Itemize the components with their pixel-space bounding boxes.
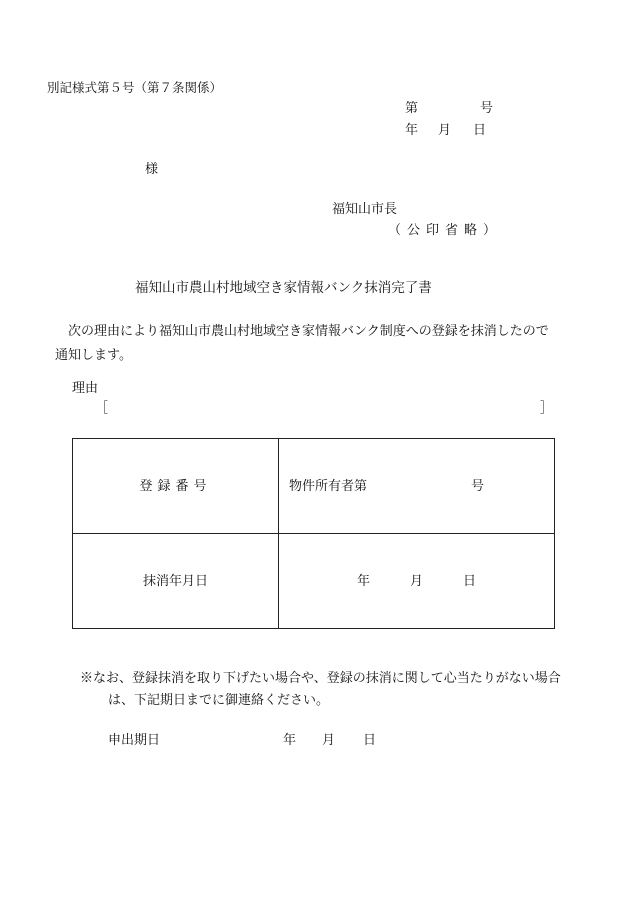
table-row-registration-number bbox=[73, 439, 555, 534]
body-paragraph: 次の理由により福知山市農山村地域空き家情報バンク制度への登録を抹消したので通知します。 bbox=[55, 324, 549, 363]
cancellation-date-header: 抹消年月日 bbox=[73, 534, 279, 629]
table-row-cancellation-date bbox=[73, 534, 555, 629]
info-table bbox=[72, 438, 555, 629]
addressee-suffix: 様 bbox=[145, 162, 159, 177]
issue-date bbox=[405, 124, 486, 137]
deadline-month: 月 bbox=[322, 733, 336, 748]
doc-number-prefix: 第 bbox=[405, 101, 419, 116]
reason-bracket-open: ［ bbox=[95, 401, 109, 416]
cancellation-date-value bbox=[279, 534, 555, 629]
registration-number-header: 登録番号 bbox=[73, 439, 279, 534]
note-line-1: ※なお、登録抹消を取り下げたい場合や、登録の抹消に関して心当たりがない場合 bbox=[80, 671, 561, 686]
registration-number-suffix: 号 bbox=[471, 478, 485, 494]
reason-bracket-close: ］ bbox=[540, 401, 554, 416]
deadline-date bbox=[283, 734, 376, 747]
doc-number-suffix: 号 bbox=[480, 101, 494, 116]
sender-name: 福知山市長 bbox=[332, 202, 398, 217]
document-number bbox=[405, 102, 493, 115]
issue-date-year: 年 bbox=[405, 123, 419, 138]
deadline-label: 申出期日 bbox=[108, 733, 161, 748]
document-title: 福知山市農山村地域空き家情報バンク抹消完了書 bbox=[135, 280, 432, 296]
reason-label: 理由 bbox=[72, 381, 99, 396]
seal-omitted-note: （公印省略） bbox=[388, 223, 503, 238]
note-line-2: は、下記期日までに御連絡ください。 bbox=[108, 693, 330, 708]
cancellation-month: 月 bbox=[409, 573, 423, 589]
issue-date-month: 月 bbox=[438, 123, 452, 138]
form-number: 別記様式第５号（第７条関係） bbox=[47, 80, 223, 95]
issue-date-day: 日 bbox=[473, 123, 487, 138]
cancellation-year: 年 bbox=[356, 573, 370, 589]
cancellation-day: 日 bbox=[463, 573, 477, 589]
deadline-day: 日 bbox=[363, 733, 377, 748]
deadline-year: 年 bbox=[283, 733, 297, 748]
registration-number-prefix: 物件所有者第 bbox=[289, 478, 368, 494]
registration-number-value bbox=[279, 439, 555, 534]
